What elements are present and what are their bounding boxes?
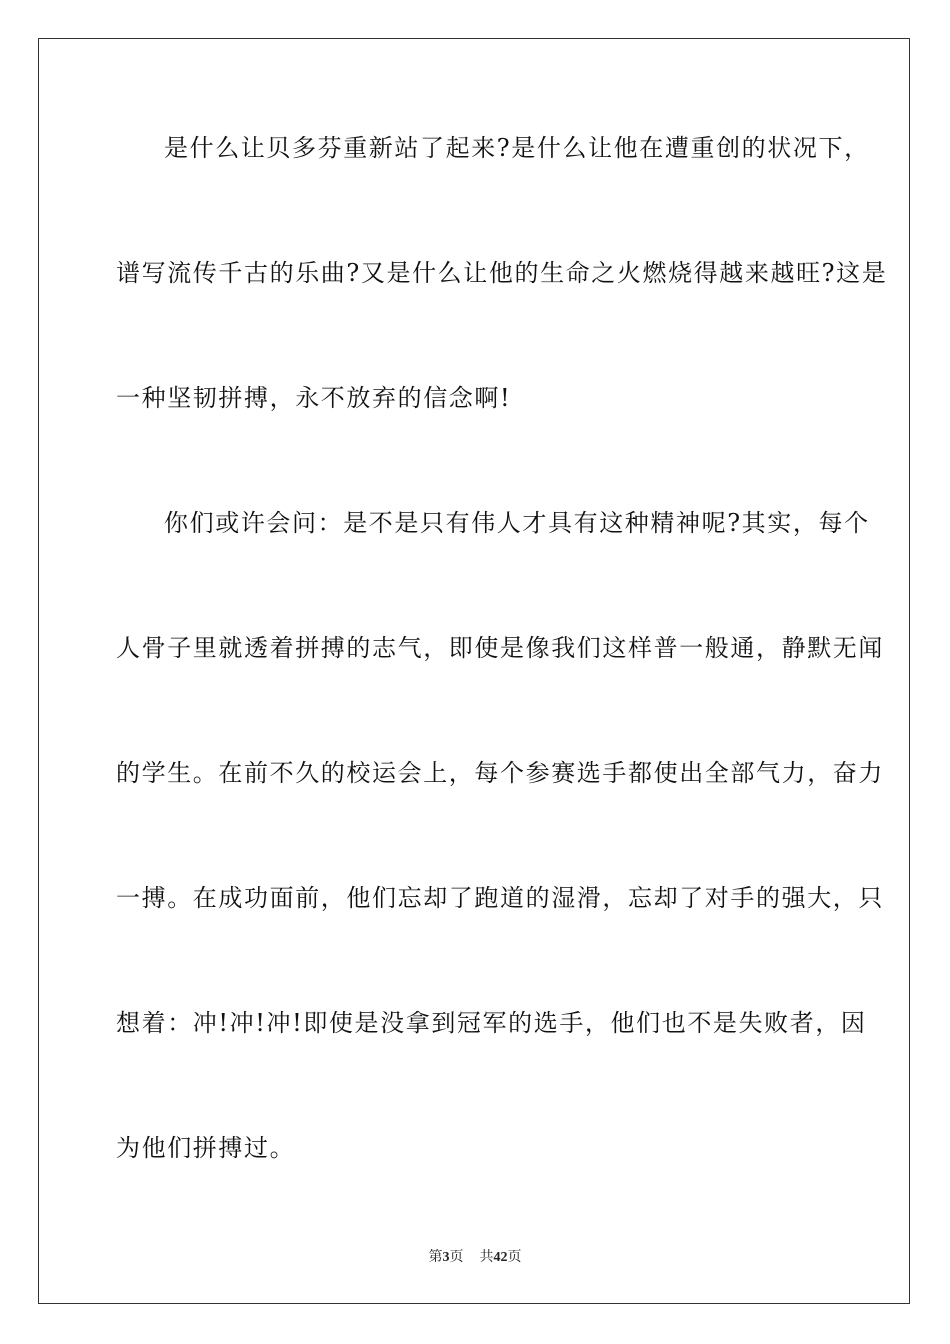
paragraph-2-line-2: 人骨子里就透着拼搏的志气，即使是像我们这样普一般通，静默无闻 bbox=[116, 634, 884, 662]
paragraph-2-line-3: 的学生。在前不久的校运会上，每个参赛选手都使出全部气力，奋力 bbox=[116, 759, 884, 787]
paragraph-2-line-1: 你们或许会问：是不是只有伟人才具有这种精神呢?其实，每个 bbox=[164, 509, 870, 537]
paragraph-2-line-6: 为他们拼搏过。 bbox=[116, 1134, 296, 1162]
total-prefix: 共 bbox=[479, 1249, 494, 1265]
page-suffix: 页 bbox=[449, 1249, 464, 1265]
total-suffix: 页 bbox=[507, 1249, 522, 1265]
paragraph-2-line-4: 一搏。在成功面前，他们忘却了跑道的湿滑，忘却了对手的强大，只 bbox=[116, 884, 884, 912]
page-footer bbox=[0, 1247, 950, 1268]
paragraph-1-line-3: 一种坚韧拼搏，永不放弃的信念啊! bbox=[116, 384, 512, 412]
paragraph-1-line-2: 谱写流传千古的乐曲?又是什么让他的生命之火燃烧得越来越旺?这是 bbox=[116, 259, 888, 287]
page-number: 3 bbox=[442, 1250, 450, 1265]
page-prefix: 第 bbox=[428, 1249, 443, 1265]
total-pages: 42 bbox=[493, 1250, 508, 1265]
paragraph-1-line-1: 是什么让贝多芬重新站了起来?是什么让他在遭重创的状况下， bbox=[164, 134, 870, 162]
page-border bbox=[38, 38, 910, 1304]
paragraph-2-line-5: 想着：冲!冲!冲!即使是没拿到冠军的选手，他们也不是失败者，因 bbox=[116, 1009, 867, 1037]
